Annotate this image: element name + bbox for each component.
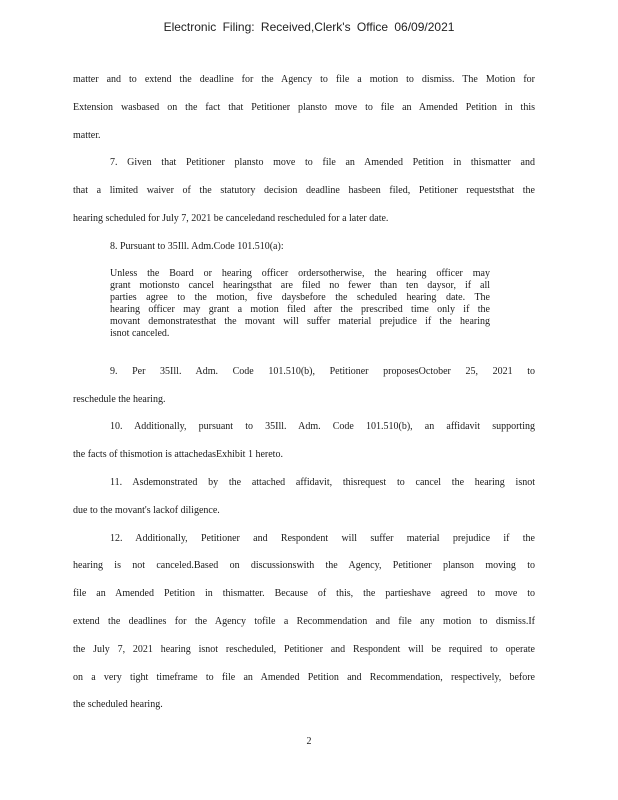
filing-header: Electronic Filing: Received,Clerk's Office 06/09/2021: [163, 20, 455, 34]
body-line: Extension wasbased on the fact that Petitioner plansto move to file an Amended Petition in this: [73, 102, 535, 113]
quote-line: grant motionsto cancel hearingsthat are filed no fewer than ten daysor, if all: [110, 280, 490, 291]
body-line: reschedule the hearing.: [73, 394, 166, 405]
body-line: matter.: [73, 130, 101, 141]
body-line: extend the deadlines for the Agency tofile a Recommendation and file any motion to dismiss.If: [73, 616, 535, 627]
block-quote: [110, 268, 490, 340]
quote-line: movant demonstratesthat the movant will suffer material prejudice if the hearing: [110, 316, 490, 327]
body-line: file an Amended Petition in thismatter. Because of this, the partieshave agreed to move to: [73, 588, 535, 599]
page-number: 2: [306, 736, 312, 747]
paragraph-11-first-line: 11. Asdemonstrated by the attached affidavit, thisrequest to cancel the hearing isnot: [110, 477, 535, 488]
paragraph-8-first-line: 8. Pursuant to 35Ill. Adm.Code 101.510(a):: [110, 241, 284, 252]
paragraph-7-first-line: 7. Given that Petitioner plansto move to file an Amended Petition in thismatter and: [110, 157, 535, 168]
body-line: the facts of thismotion is attachedasExhibit 1 hereto.: [73, 449, 283, 460]
body-line: on a very tight timeframe to file an Amended Petition and Recommendation, respectively, before: [73, 672, 535, 683]
body-line: that a limited waiver of the statutory decision deadline hasbeen filed, Petitioner requeststhat the: [73, 185, 535, 196]
body-line: hearing is not canceled.Based on discussionswith the Agency, Petitioner planson moving to: [73, 560, 535, 571]
quote-line: hearing officer may grant a motion filed after the prescribed time only if the: [110, 304, 490, 315]
body-line: matter and to extend the deadline for the Agency to file a motion to dismiss. The Motion for: [73, 74, 535, 85]
quote-line: parties agree to the motion, five daysbefore the scheduled hearing date. The: [110, 292, 490, 303]
body-line: hearing scheduled for July 7, 2021 be canceledand rescheduled for a later date.: [73, 213, 389, 224]
paragraph-9-first-line: 9. Per 35Ill. Adm. Code 101.510(b), Petitioner proposesOctober 25, 2021 to: [110, 366, 535, 377]
paragraph-10-first-line: 10. Additionally, pursuant to 35Ill. Adm. Code 101.510(b), an affidavit supporting: [110, 421, 535, 432]
quote-line: isnot canceled.: [110, 328, 170, 339]
body-line: due to the movant's lackof diligence.: [73, 505, 220, 516]
paragraph-12-first-line: 12. Additionally, Petitioner and Respondent will suffer material prejudice if the: [110, 533, 535, 544]
quote-line: Unless the Board or hearing officer ordersotherwise, the hearing officer may: [110, 268, 490, 279]
body-line: the July 7, 2021 hearing isnot rescheduled, Petitioner and Respondent will be required to operate: [73, 644, 535, 655]
body-line: the scheduled hearing.: [73, 699, 163, 710]
